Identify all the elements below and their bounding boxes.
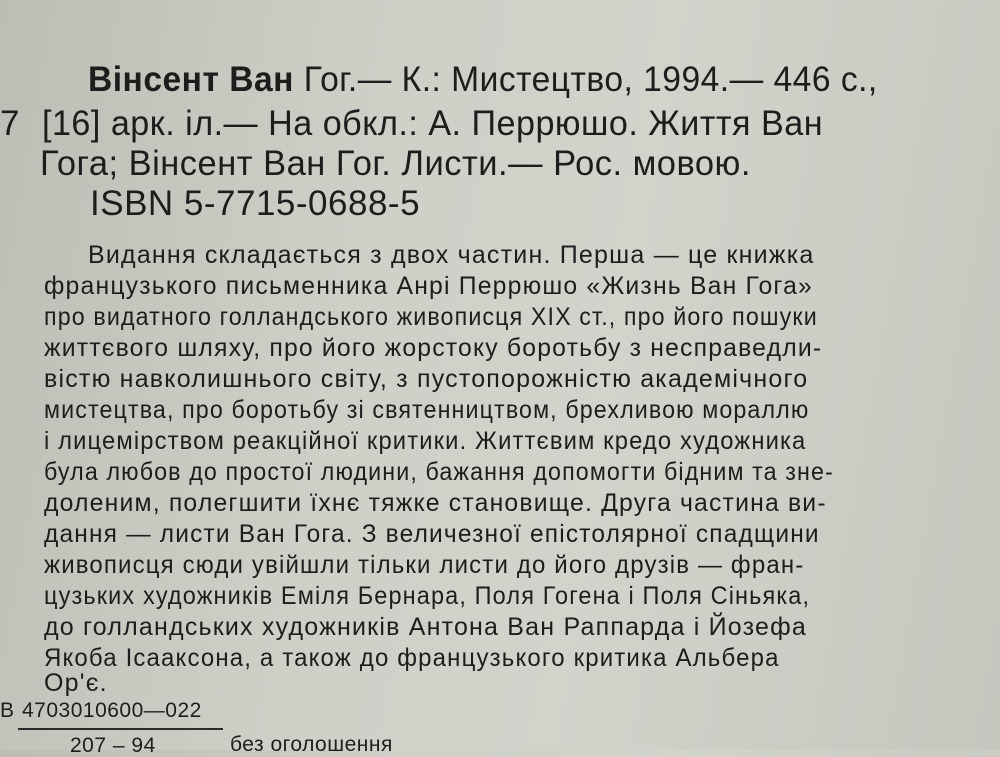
- bib-line-2-prefix: 7: [0, 104, 20, 143]
- catalog-prefix: В: [0, 699, 15, 722]
- bib-line-2: [16] арк. іл.— На обкл.: А. Перрюшо. Життя Ван: [42, 104, 824, 143]
- annotation-line-9: доленим, полегшити їхнє тяжке становище. Друга частина ви-: [44, 489, 827, 517]
- annotation-line-14: Якоба Ісааксона, а також до французького критика Альбера: [44, 644, 780, 672]
- author-name: Вінсент Ван: [88, 60, 294, 99]
- annotation-line-2: французького письменника Анрі Перрюшо «Жизнь Ван Гога»: [44, 272, 813, 300]
- annotation-line-3: про видатного голландського живописця XIX ст., про його пошуки: [44, 303, 818, 331]
- catalog-bottom-partial: 207 – 94: [70, 734, 156, 757]
- annotation-line-5: вістю навколишнього світу, з пустопорожністю академічного: [44, 365, 809, 393]
- bib-line-1-rest: Гог.— К.: Мистецтво, 1994.— 446 с.,: [293, 60, 878, 99]
- annotation-line-1: Видання складається з двох частин. Перша — це книжка: [88, 241, 815, 269]
- bib-line-3: Гога; Вінсент Ван Гог. Листи.— Рос. мовою.: [40, 144, 751, 183]
- catalog-bottom-right: без оголошення: [230, 733, 393, 756]
- catalog-number: 4703010600—022: [22, 699, 202, 722]
- annotation-line-13: до голландських художників Антона Ван Раппарда і Йозефа: [44, 613, 807, 641]
- annotation-line-7: і лицемірством реакційної критики. Життєвим кредо художника: [44, 427, 807, 455]
- annotation-line-11: живописця сюди увійшли тільки листи до його друзів — фран-: [44, 551, 805, 579]
- catalog-fraction-rule: [18, 728, 223, 730]
- annotation-line-4: життєвого шляху, про його жорстоку боротьбу з несправедли-: [44, 334, 823, 362]
- annotation-line-10: дання — листи Ван Гога. З величезної епістолярної спадщини: [44, 520, 820, 548]
- annotation-line-15: Ор'є.: [44, 669, 108, 697]
- annotation-line-6: мистецтва, про боротьбу зі святенництвом, брехливою мораллю: [44, 396, 810, 424]
- isbn: ISBN 5-7715-0688-5: [90, 184, 421, 223]
- bib-line-1: [88, 62, 878, 97]
- annotation-line-8: була любов до простої людини, бажання допомогти бідним та зне-: [44, 458, 834, 486]
- annotation-line-12: цузьких художників Еміля Бернара, Поля Гогена і Поля Сіньяка,: [44, 582, 811, 610]
